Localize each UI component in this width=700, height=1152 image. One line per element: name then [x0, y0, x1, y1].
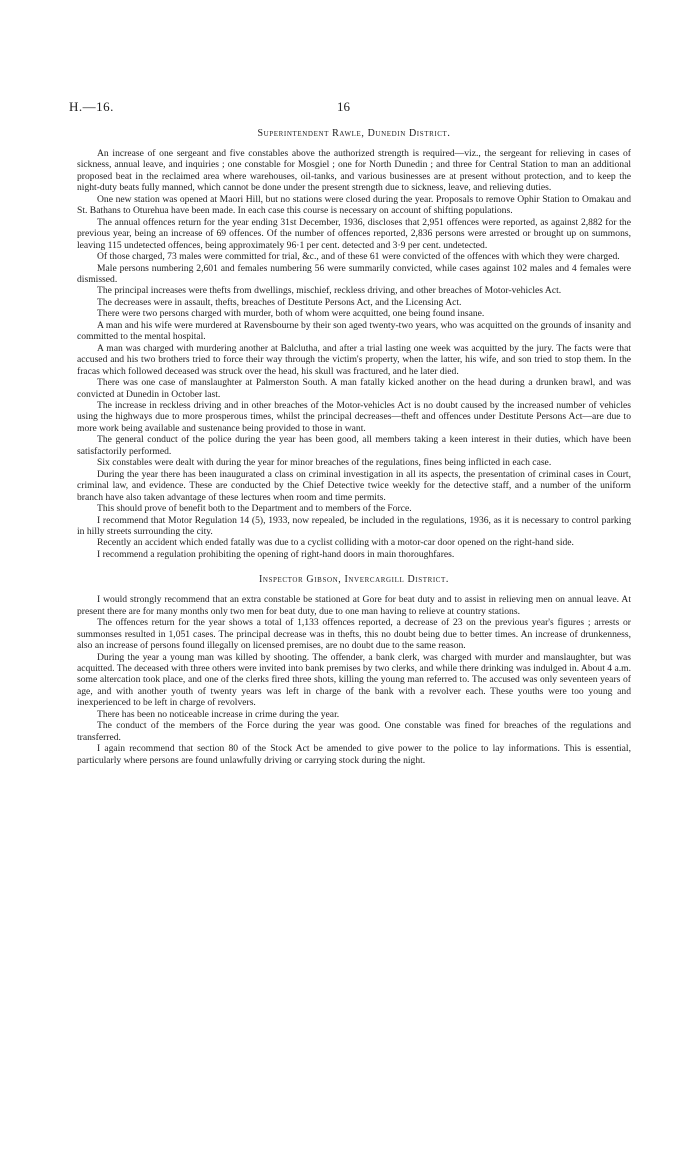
paragraph: The conduct of the members of the Force during the year was good. One constable was fined for breaches of the regulations and transferred.: [77, 720, 631, 743]
paragraph: A man and his wife were murdered at Ravensbourne by their son aged twenty-two years, who was acquitted on the grounds of insanity and committed to the mental hospital.: [77, 319, 631, 343]
paragraph: A man was charged with murdering another at Balclutha, and after a trial lasting one week was acquitted by the jury. The facts were that accused and his two brothers tried to force their way through the victim's property, when the latter, his wife, and son tried to stop them. In the fracas which followed deceased was struck over the head, his skull was fractured, and he later died.: [77, 342, 631, 377]
paragraph: I recommend a regulation prohibiting the opening of right-hand doors in main thoroughfares.: [97, 548, 455, 560]
paragraph: There has been no noticeable increase in crime during the year.: [97, 708, 340, 720]
paragraph: The increase in reckless driving and in other breaches of the Motor-vehicles Act is no doubt caused by the increased number of vehicles using the highways due to more prosperous times, whilst the principal decreases—theft and offences under Destitute Persons Act—are due to more work being available and sustenance being provided to those in want.: [77, 399, 631, 434]
paragraph: The offences return for the year shows a total of 1,133 offences reported, a decrease of 23 on the previous year's figures ; arrests or summonses resulted in 1,051 cases. The principal decrease was in thefts, this no doubt being due to better times. An increase of drunkenness, also an increase of persons found illegally on licensed premises, are no doubt due to the same reason.: [77, 617, 631, 652]
paragraph: The annual offences return for the year ending 31st December, 1936, discloses that 2,951 offences were reported, as against 2,882 for the previous year, being an increase of 69 offences. Of the number of offences reported, 2,836 persons were arrested or brought up on summons, leaving 115 undetected offences, being approximately 96·1 per cent. detected and 3·9 per cent. undetected.: [77, 216, 631, 251]
paragraph: Male persons numbering 2,601 and females numbering 56 were summarily convicted, while cases against 102 males and 4 females were dismissed.: [77, 262, 631, 285]
paragraph: Six constables were dealt with during the year for minor breaches of the regulations, fines being inflicted in each case.: [97, 457, 552, 469]
paragraph: An increase of one sergeant and five constables above the authorized strength is required—viz., the sergeant for relieving in cases of sickness, annual leave, and inquiries ; one constable for Mosgiel ; one for North Dunedin ; and three for Central Station to man an additional proposed beat in the reclaimed area where warehouses, oil-tanks, and various businesses are at present without protection, and to keep the night-duty beats fully manned, which cannot be done under the present strength due to sickness, leave, and relieving duties.: [77, 148, 631, 194]
paragraph: I recommend that Motor Regulation 14 (5), 1933, now repealed, be included in the regulations, 1936, as it is necessary to control parking in hilly streets surrounding the city.: [77, 514, 631, 537]
section-heading: Superintendent Rawle, Dunedin District.: [257, 128, 451, 139]
paragraph: Recently an accident which ended fatally was due to a cyclist colliding with a motor-car door opened on the right-hand side.: [97, 537, 574, 549]
paragraph: This should prove of benefit both to the Department and to members of the Force.: [97, 503, 412, 515]
section-invercargill-district: [77, 574, 631, 766]
page-number: 16: [337, 99, 350, 114]
document-reference: H.—16.: [69, 99, 114, 114]
paragraph: I again recommend that section 80 of the Stock Act be amended to give power to the police to lay informations. This is essential, particularly where persons are found unlawfully driving or carrying stock during the night.: [77, 743, 631, 766]
paragraph: Of those charged, 73 males were committed for trial, &c., and of these 61 were convicted of the offences with which they were charged.: [97, 251, 620, 263]
paragraph: I would strongly recommend that an extra constable be stationed at Gore for beat duty and to assist in relieving men on annual leave. At present there are for many months only two men for beat duty, due to one man having to relieve at country stations.: [77, 594, 631, 617]
section-dunedin-district: [77, 128, 631, 560]
paragraph: The general conduct of the police during the year has been good, all members taking a keen interest in their duties, which have been satisfactorily performed.: [77, 434, 631, 457]
document-body: [77, 124, 631, 766]
paragraph: The principal increases were thefts from dwellings, mischief, reckless driving, and other breaches of Motor-vehicles Act.: [97, 285, 562, 297]
paragraph: There were two persons charged with murder, both of whom were acquitted, one being found insane.: [97, 308, 485, 320]
paragraph: There was one case of manslaughter at Palmerston South. A man fatally kicked another on the head during a drunken brawl, and was convicted at Dunedin in October last.: [77, 377, 631, 400]
paragraph: During the year a young man was killed by shooting. The offender, a bank clerk, was charged with murder and manslaughter, but was acquitted. The deceased with three others were invited into bank premises by two clerks, and while there drinking was indulged in. About 4 a.m. some altercation took place, and one of the clerks fired three shots, killing the young man referred to. The accused was only seventeen years of age, and with another youth of twenty years was left in charge of the bank with a revolver each. These youths were too young and inexperienced to be left in charge of revolvers.: [77, 651, 631, 709]
section-heading: Inspector Gibson, Invercargill District.: [258, 574, 450, 586]
paragraph: One new station was opened at Maori Hill, but no stations were closed during the year. Proposals to remove Ophir Station to Omakau and St. Bathans to Oturehua have been made. In each case this course is necessary on account of shifting populations.: [77, 193, 631, 217]
paragraph: During the year there has been inaugurated a class on criminal investigation in all its aspects, the presentation of criminal cases in Court, criminal law, and evidence. These are conducted by the Chief Detective twice weekly for the detective staff, and a number of the uniform branch have also taken advantage of these lectures when room and time permits.: [77, 468, 631, 503]
paragraph: The decreases were in assault, thefts, breaches of Destitute Persons Act, and the Licensing Act.: [97, 296, 462, 308]
page-header: [69, 99, 631, 115]
